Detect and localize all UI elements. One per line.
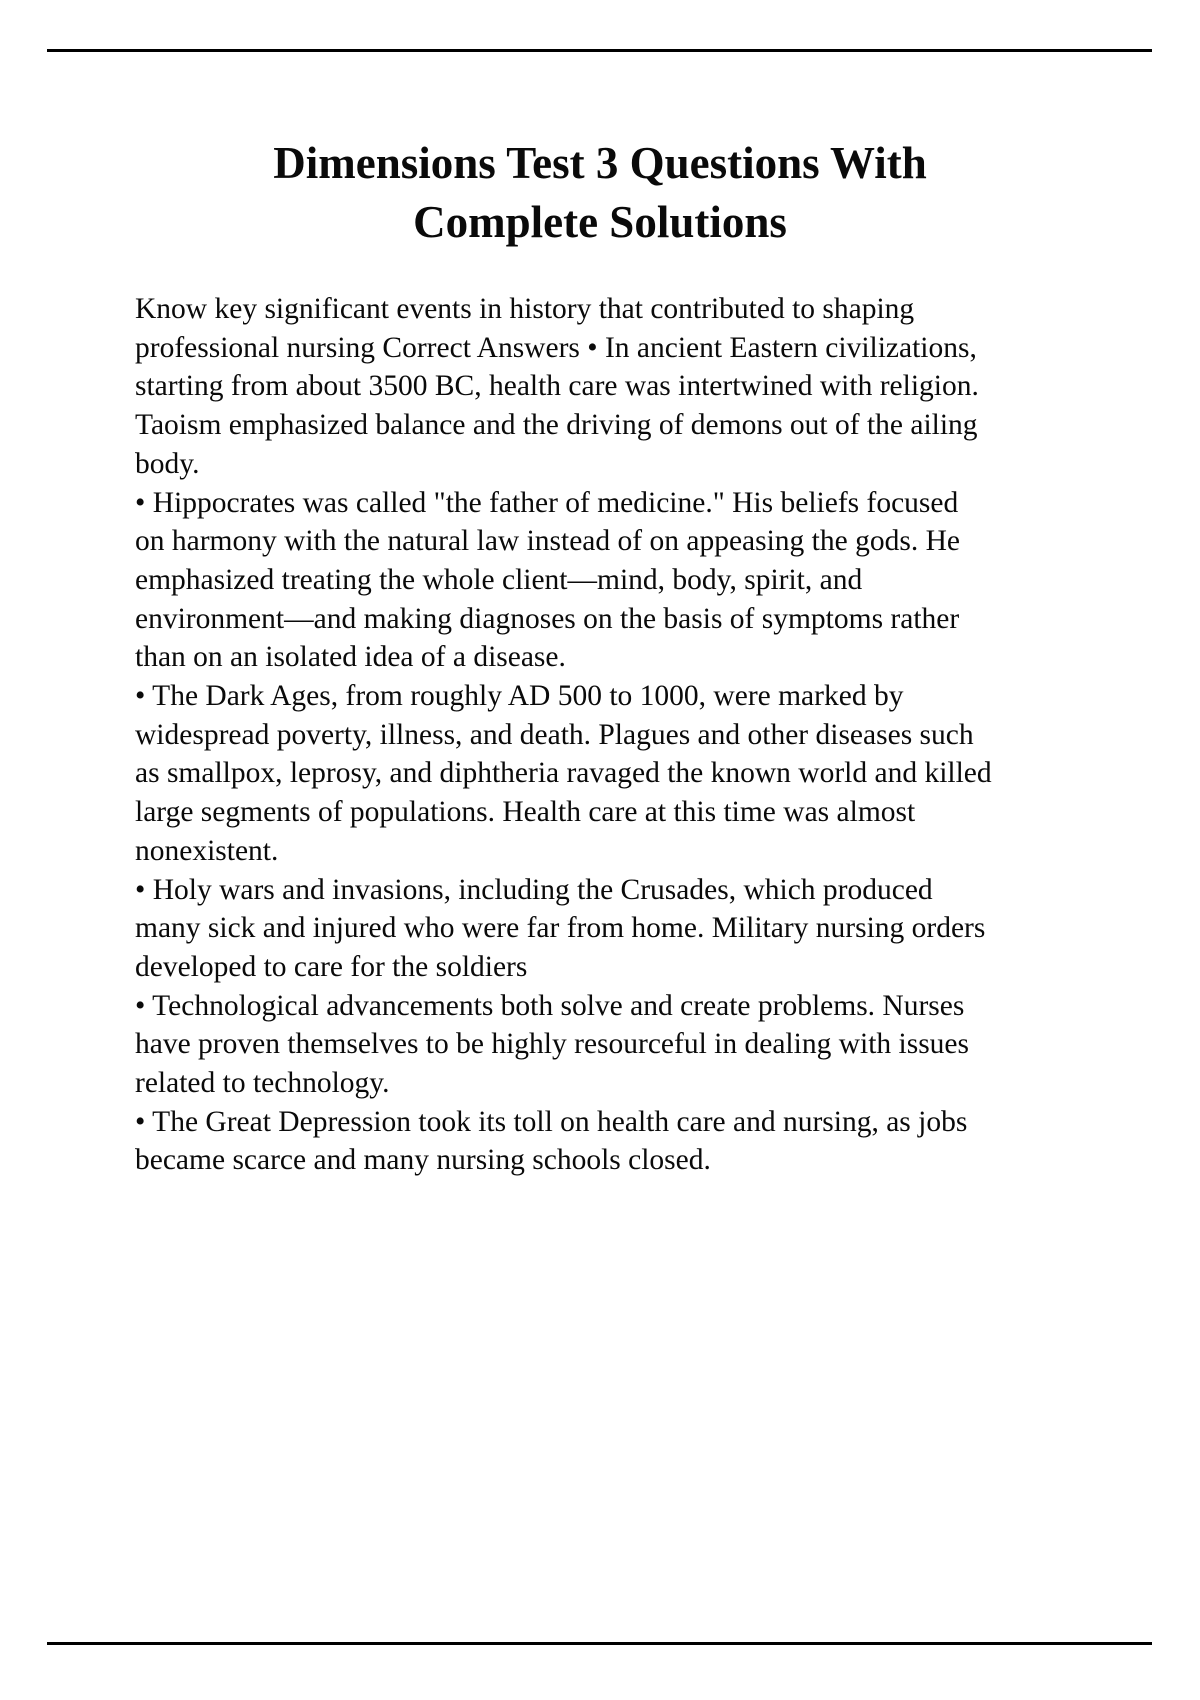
- paragraph-bullet-dark-ages: • The Dark Ages, from roughly AD 500 to 1000, were marked by widespread poverty, illness, and death. Plagues and other diseases such as smallpox, leprosy, and diphtheria ravaged the known world and killed large segments of populations. Health care at this time was almost nonexistent.: [135, 680, 992, 867]
- paragraph-bullet-great-depression: • The Great Depression took its toll on health care and nursing, as jobs became scarce and many nursing schools closed.: [135, 1105, 968, 1177]
- document-body: [135, 290, 995, 1180]
- paragraph-bullet-holy-wars: • Holy wars and invasions, including the Crusades, which produced many sick and injured who were far from home. Military nursing orders developed to care for the soldiers: [135, 873, 986, 983]
- bottom-divider-line: [47, 1642, 1152, 1645]
- page-title: [0, 134, 1200, 253]
- paragraph-question-and-answer-intro: Know key significant events in history that contributed to shaping professional nursing Correct Answers • In ancient Eastern civilizations, starting from about 3500 BC, health care was intertwined with religion. Taoism emphasized balance and the driving of demons out of the ailing body.: [135, 293, 979, 480]
- paragraph-bullet-hippocrates: • Hippocrates was called "the father of medicine." His beliefs focused on harmony with the natural law instead of on appeasing the gods. He emphasized treating the whole client—mind, body, spirit, and environment—and making diagnoses on the basis of symptoms rather than on an isolated idea of a disease.: [135, 486, 960, 674]
- page-title-text: Dimensions Test 3 Questions With Complete Solutions: [273, 138, 927, 248]
- top-divider-line: [47, 49, 1152, 52]
- paragraph-bullet-technology: • Technological advancements both solve and create problems. Nurses have proven themselves to be highly resourceful in dealing with issues related to technology.: [135, 989, 969, 1100]
